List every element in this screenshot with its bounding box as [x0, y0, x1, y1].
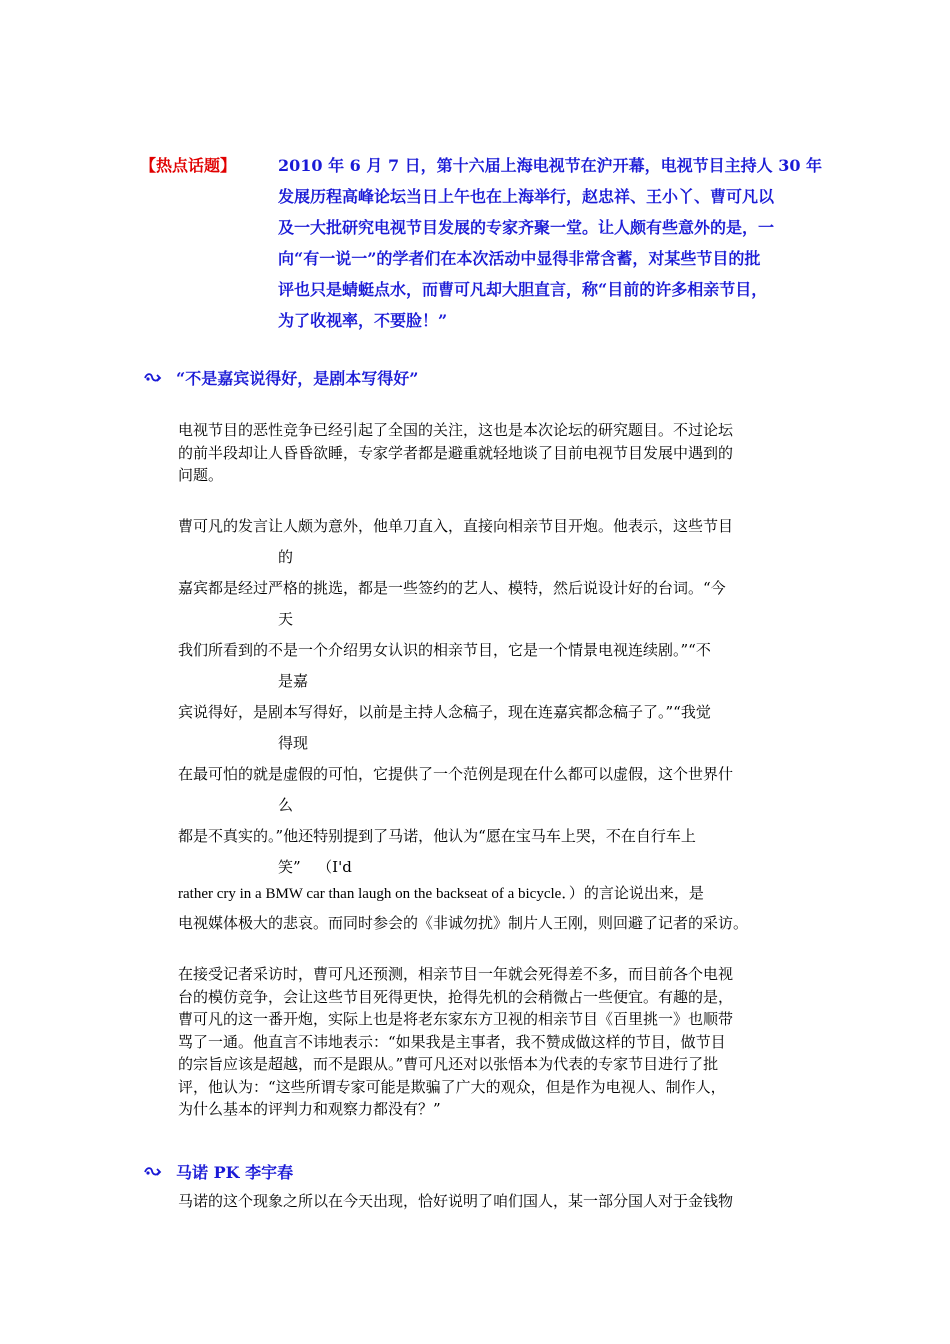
- quote-line-wrap: 是嘉: [278, 672, 309, 690]
- quote-line: 曹可凡的发言让人颇为意外，他单刀直入，直接向相亲节目开炮。他表示，这些节目: [178, 517, 734, 535]
- quote-line-wrap: [278, 856, 352, 877]
- quote-line-wrap: 么: [278, 796, 294, 814]
- quote-row: [178, 639, 818, 701]
- section-heading-text: “不是嘉宾说得好，是剧本写得好”: [176, 369, 419, 388]
- paragraph-interview: [178, 963, 818, 1121]
- quote-row: [178, 825, 818, 887]
- quote-english-line: rather cry in a BMW car than laugh on the backseat of a bicycle．）的言论说出来，是: [178, 886, 704, 902]
- hot-topic-line: 向“有一说一”的学者们在本次活动中显得非常含蓄，对某些节目的批: [278, 249, 761, 268]
- hot-topic-tag: 【热点话题】: [140, 156, 237, 175]
- scroll-ornament-icon: [144, 370, 164, 388]
- paragraph-line: 为什么基本的评判力和观察力都没有？”: [178, 1100, 441, 1118]
- hot-topic-line: 为了收视率，不要脸！”: [278, 311, 448, 330]
- quote-line: 都是不真实的。”他还特别提到了马诺，他认为“愿在宝马车上哭，不在自行车上: [178, 827, 696, 845]
- paragraph-line: 骂了一通。他直言不讳地表示：“如果我是主事者，我不赞成做这样的节目，做节目: [178, 1032, 726, 1051]
- quote-line: 在最可怕的就是虚假的可怕，它提供了一个范例是现在什么都可以虚假，这个世界什: [178, 765, 734, 783]
- paragraph-line: 问题。: [178, 466, 224, 484]
- quote-line-wrap: 的: [278, 548, 294, 566]
- quote-line-wrap: 得现: [278, 734, 309, 752]
- paragraph-quote: [178, 515, 818, 932]
- paragraph-line: 评，他认为：“这些所谓专家可能是欺骗了广大的观众，但是作为电视人、制作人，: [178, 1077, 726, 1096]
- paragraph-line: 在接受记者采访时，曹可凡还预测，相亲节目一年就会死得差不多，而目前各个电视: [178, 965, 734, 983]
- quote-tail-english: （I'd: [324, 858, 352, 876]
- quote-tail-text: 笑”: [278, 858, 301, 876]
- quote-line: 我们所看到的不是一个介绍男女认识的相亲节目，它是一个情景电视连续剧。”“不: [178, 641, 711, 659]
- section-heading-2: [144, 1160, 293, 1183]
- paragraph-line: 的前半段却让人昏昏欲睡，专家学者都是避重就轻地谈了目前电视节目发展中遇到的: [178, 443, 734, 462]
- hot-topic-line: 发展历程高峰论坛当日上午也在上海举行，赵忠祥、王小丫、曹可凡以: [278, 187, 775, 206]
- quote-row: [178, 763, 818, 825]
- quote-line: 宾说得好，是剧本写得好，以前是主持人念稿子，现在连嘉宾都念稿子了。”“我觉: [178, 703, 711, 721]
- hot-topic-line: 2010 年 6 月 7 日，第十六届上海电视节在沪开幕，电视节目主持人 30 年: [278, 156, 823, 175]
- paragraph-intro: [178, 419, 818, 487]
- paragraph-line: 电视节目的恶性竞争已经引起了全国的关注，这也是本次论坛的研究题目。不过论坛: [178, 421, 734, 439]
- quote-line-wrap: 天: [278, 610, 294, 628]
- hot-topic-line: 评也只是蜻蜓点水，而曹可凡却大胆直言，称“目前的许多相亲节目，: [278, 280, 768, 299]
- section-heading-text: 马诺 PK 李宇春: [176, 1163, 294, 1182]
- scroll-ornament-icon: [144, 1164, 164, 1182]
- section-heading-1: [144, 366, 418, 389]
- paragraph-line: 台的模仿竞争，会让这些节目死得更快，抢得先机的会稍微占一些便宜。有趣的是，: [178, 987, 734, 1006]
- paragraph-line: 曹可凡的这一番开炮，实际上也是将老东家东方卫视的相亲节目《百里挑一》也顺带: [178, 1010, 734, 1028]
- quote-row: [178, 577, 818, 639]
- quote-row: [178, 515, 818, 577]
- paragraph-line: 的宗旨应该是超越，而不是跟从。”曹可凡还对以张悟本为代表的专家节目进行了批: [178, 1055, 719, 1073]
- paragraph-line: 马诺的这个现象之所以在今天出现，恰好说明了咱们国人，某一部分国人对于金钱物: [178, 1192, 734, 1210]
- quote-line: 嘉宾都是经过严格的挑选，都是一些签约的艺人、模特，然后说设计好的台词。“今: [178, 579, 726, 597]
- quote-line: 电视媒体极大的悲哀。而同时参会的《非诚勿扰》制片人王刚，则回避了记者的采访。: [178, 914, 749, 932]
- hot-topic-line: 及一大批研究电视节目发展的专家齐聚一堂。让人颇有些意外的是，一: [278, 218, 775, 237]
- paragraph-mano: [178, 1190, 818, 1213]
- quote-row: [178, 701, 818, 763]
- hot-topic-body: [278, 150, 823, 336]
